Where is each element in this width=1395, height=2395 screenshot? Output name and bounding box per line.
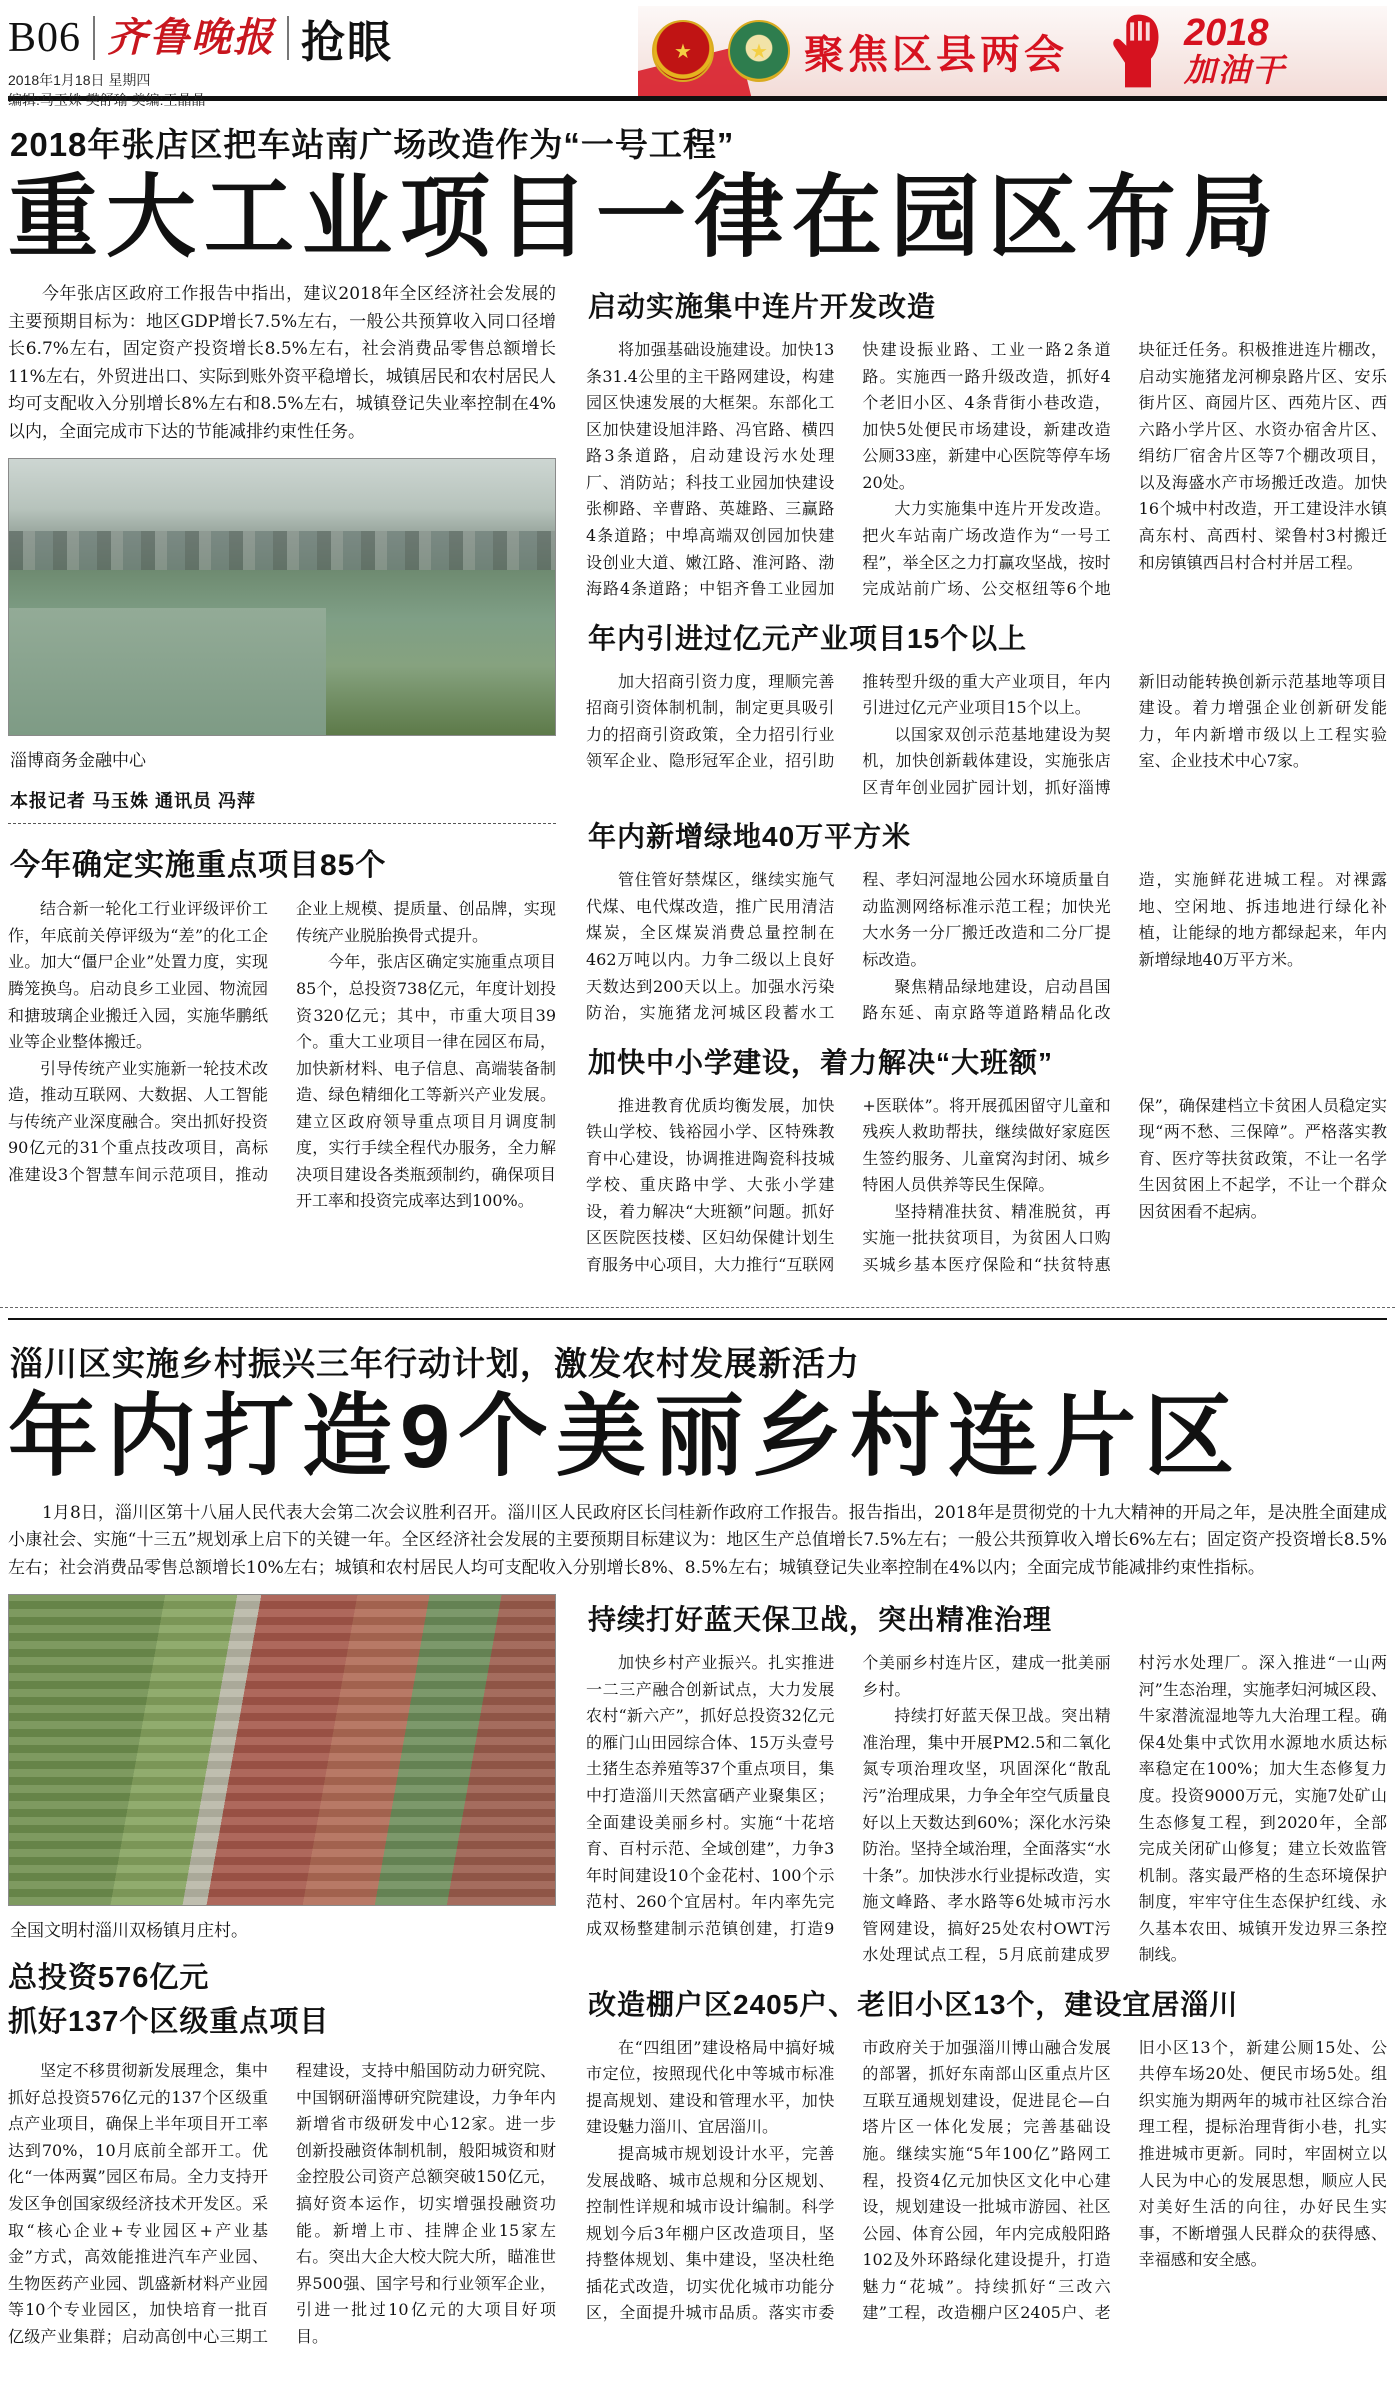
paragraph: 坚持精准扶贫、精准脱贫，再实施一批扶贫项目，为贫困人口购买城乡基本医疗保险和“扶贫特惠保”，确保建档立卡贫困人员稳定实现“两不愁、三保障”。严格落实教育、医疗等扶贫政策，不让一名学生因贫困上不起学，不让一个群众因贫困看不起病。 (862, 1095, 1387, 1274)
article2-left-text (8, 2058, 556, 2350)
article1-section-schools (586, 1041, 1387, 1279)
article1-left-block (8, 281, 556, 1292)
section-subhead: 启动实施集中连片开发改造 (588, 291, 937, 323)
section-text (586, 1093, 1387, 1279)
article2-kicker: 淄川区实施乡村振兴三年行动计划，激发农村发展新活力 (10, 1344, 860, 1382)
article2-left-subhead (8, 1957, 556, 2044)
divider (93, 16, 95, 60)
section-text (586, 1650, 1387, 1969)
paragraph: 推进教育优质均衡发展，加快铁山学校、钱裕园小学、区特殊教育中心建设，协调推进陶瓷科技城学校、重庆路中学、大张小学建设，着力解决“大班额”问题。抓好区医院医技楼、区妇幼保健计划生育服务中心项目，大力推行“互联网+医联体”。将开展孤困留守儿童和残疾人救助帮扶，继续做好家庭医生签约服务、儿童窝沟封闭、城乡特困人员供养等民生保障。 (586, 1095, 1111, 1274)
section-subhead: 加快中小学建设，着力解决“大班额” (588, 1046, 1054, 1078)
paragraph: 引导传统产业实施新一轮技术改造，推动互联网、大数据、人工智能与传统产业深度融合。突出抓好投资90亿元的31个重点技改项目，高标准建设3个智慧车间示范项目，推动企业上规模、提质量、创品牌，实现传统产业脱胎换骨式提升。 (8, 899, 556, 1184)
article2-photo-caption: 全国文明村淄川双杨镇月庄村。 (10, 1921, 248, 1941)
banner-year: 2018 (1184, 12, 1269, 55)
masthead-logo: 齐鲁晚报 (107, 14, 276, 61)
article-2 (0, 1338, 1395, 2351)
article1-kicker: 2018年张店区把车站南广场改造作为“一号工程” (10, 126, 735, 163)
page-number: B06 (8, 15, 82, 61)
raised-fist-icon (1106, 12, 1170, 90)
divider (287, 16, 289, 60)
article1-photo-caption: 淄博商务金融中心 (10, 751, 146, 771)
article2-left-block (8, 1594, 556, 2350)
staff-line: 编辑:马玉姝 樊舒瑜 美编:王晶晶 (8, 92, 206, 109)
article1-body (8, 281, 1387, 1292)
subhead-line-1: 总投资576亿元 (8, 1962, 210, 1995)
paragraph: 加快乡村产业振兴。扎实推进一二三产融合创新试点，大力发展农村“新六产”，抓好总投资32亿元的雁门山田园综合体、15万头壹号土猪生态养殖等37个重点项目，集中打造淄川天然富硒产业聚集区；全面建设美丽乡村。实施“十花培育、百村示范、全域创建”，力争3年时间建设10个金花村、100个示范村、260个宜居村。年内率先完成双杨整建制示范镇创建，打造9个美丽乡村连片区，建成一批美丽乡村。 (586, 1653, 1111, 1938)
section-text (586, 669, 1387, 802)
article2-photo (8, 1594, 556, 1906)
article1-headline: 重大工业项目一律在园区布局 (8, 168, 1282, 268)
paragraph: 聚焦精品绿地建设，启动昌国路东延、南京路等道路精品化改造，实施鲜花进城工程。对裸露地、空闲地、拆违地进行绿化补植，让能绿的地方都绿起来，年内新增绿地40万平方米。 (862, 870, 1387, 1023)
banner-slogan: 加油干 (1184, 52, 1287, 89)
date-line: 2018年1月18日 星期四 (8, 72, 151, 88)
article1-byline: 本报记者 马玉姝 通讯员 冯萍 (8, 781, 556, 824)
section-subhead: 年内引进过亿元产业项目15个以上 (588, 622, 1028, 654)
article2-headline: 年内打造9个美丽乡村连片区 (8, 1386, 1243, 1487)
cppcc-emblem-icon: ★ (728, 20, 790, 82)
paragraph: 管住管好禁煤区，继续实施气代煤、电代煤改造，推广民用清洁煤炭，全区煤炭消费总量控制在462万吨以内。力争二级以上良好天数达到200天以上。加强水污染防治，实施猪龙河城区段蓄水工程、孝妇河湿地公园水环境质量自动监测网络标准示范工程；加快光大水务一分厂搬迁改造和二分厂提标改造。 (586, 870, 1111, 1023)
article1-section-investment (586, 617, 1387, 802)
article2-body (8, 1594, 1387, 2350)
section-subhead: 持续打好蓝天保卫战，突出精准治理 (588, 1604, 1053, 1636)
article1-section-greenspace (586, 815, 1387, 1026)
section-name: 抢眼 (301, 18, 394, 67)
article1-left-text (8, 896, 556, 1215)
paragraph: 以国家双创示范基地建设为契机，加快创新载体建设，实施张店区青年创业园扩园计划，抓好淄博新旧动能转换创新示范基地等项目建设。着力增强企业创新研发能力，年内新增市级以上工程实验室、企业技术中心7家。 (862, 671, 1387, 797)
paragraph: 结合新一轮化工行业评级评价工作，年底前关停评级为“差”的化工企业。加大“僵尸企业”处置力度，实现腾笼换鸟。启动良乡工业园、物流园和搪玻璃企业搬迁入园，实施华鹏纸业等企业整体搬迁。 (8, 899, 268, 1052)
article2-section-urban (586, 1983, 1387, 2327)
banner-slogan-block (1184, 14, 1286, 87)
section-subhead: 改造棚户区2405户、老旧小区13个，建设宜居淄川 (588, 1988, 1239, 2020)
article-1 (0, 119, 1395, 1308)
two-sessions-banner (638, 6, 1387, 96)
article1-left-subhead: 今年确定实施重点项目85个 (10, 849, 387, 883)
paragraph: 持续打好蓝天保卫战。突出精准治理，集中开展PM2.5和二氧化氮专项治理攻坚，巩固深化“散乱污”治理成果，力争全年空气质量良好以上天数达到60%；深化水污染防治。坚持全域治理，全面落实“水十条”。加快涉水行业提标改造，实施文峰路、孝水路等6处城市污水管网建设，搞好25处农村OWT污水处理试点工程，5月底前建成罗村污水处理厂。深入推进“一山两河”生态治理，实施孝妇河城区段、牛家潜流湿地等九大治理工程。确保4处集中式饮用水源地水质达标率稳定在100%；加大生态修复力度。投资9000万元，实施7处矿山生态修复工程，到2020年，全部完成关闭矿山修复；建立长效监管机制。落实最严格的生态环境保护制度，牢牢守住生态保护红线、永久基本农田、城镇开发边界三条控制线。 (862, 1653, 1387, 1965)
masthead-row (8, 6, 628, 70)
article2-right-block (586, 1594, 1387, 2350)
paragraph: 提高城市规划设计水平，完善发展战略、城市总规和分区规划、控制性详规和城市设计编制。科学规划今后3年棚户区改造项目，坚持整体规划、集中建设，坚决杜绝插花式改造，切实优化城市功能分区，全面提升城市品质。落实市委市政府关于加强淄川博山融合发展的部署，抓好东南部山区重点片区互联互通规划建设，促进昆仑—白塔片区一体化发展；完善基础设施。继续实施“5年100亿”路网工程，投资4亿元加快区文化中心建设，规划建设一批城市游园、社区公园、体育公园，年内完成般阳路102及外环路绿化建设提升，打造魅力“花城”。持续抓好“三改六建”工程，改造棚户区2405户、老旧小区13个，新建公厕15处、公共停车场20处、便民市场5处。组织实施为期两年的城市社区综合治理工程，提标治理背街小巷，扎实推进城市更新。同时，牢固树立以人民为中心的发展思想，顺应人民对美好生活的向往，办好民生实事，不断增强人民群众的获得感、幸福感和安全感。 (586, 2037, 1387, 2323)
article1-right-block (586, 281, 1387, 1292)
section-text (586, 337, 1387, 602)
paragraph: 坚定不移贯彻新发展理念，集中抓好总投资576亿元的137个区级重点产业项目，确保上半年项目开工率达到70%，10月底前全部开工。优化“一体两翼”园区布局。全力支持开发区争创国家级经济技术开发区。采取“核心企业+专业园区+产业基金”方式，高效能推进汽车产业园、生物医药产业园、凯盛新材料产业园等10个专业园区，加快培育一批百亿级产业集群；启动高创中心三期工程建设，支持中船国防动力研究院、中国钢研淄博研究院建设，力争年内新增省市级研发中心12家。进一步创新投融资体制机制，般阳城资和财金控股公司资产总额突破150亿元，搞好资本运作，切实增强投融资功能。新增上市、挂牌企业15家左右。突出大企大校大院大所，瞄准世界500强、国字号和行业领军企业，引进一批过10亿元的大项目好项目。 (8, 2061, 556, 2346)
paragraph: 在“四组团”建设格局中搞好城市定位，按照现代化中等城市标准提高规划、建设和管理水平，加快建设魅力淄川、宜居淄川。 (586, 2037, 835, 2137)
paragraph: 今年，张店区确定实施重点项目85个，总投资738亿元，年度计划投资320亿元；其中，市重大项目39个。重大工业项目一律在园区布局，加快新材料、电子信息、高端装备制造、绿色精细化工等新兴产业发展。建立区政府领导重点项目月调度制度，实行手续全程代办服务，全力解决项目建设各类瓶颈制约，确保项目开工率和投资完成率达到100%。 (296, 952, 556, 1211)
header-meta (8, 70, 628, 115)
section-subhead: 年内新增绿地40万平方米 (588, 821, 912, 853)
section-text (586, 2035, 1387, 2327)
section-text (586, 867, 1387, 1026)
page-header (0, 0, 1395, 109)
article1-section-redevelopment (586, 285, 1387, 602)
banner-title: 聚焦区县两会 (804, 32, 1068, 77)
article2-section-bluesky (586, 1598, 1387, 1969)
article1-lead: 今年张店区政府工作报告中指出，建议2018年全区经济社会发展的主要预期目标为：地区GDP增长7.5%左右，一般公共预算收入同口径增长6.7%左右，固定资产投资增长8.5%左右，社会消费品零售总额增长11%左右，外贸进出口、实际到账外资平稳增长，城镇居民和农村居民人均可支配收入分别增长8%左右和8.5%左右，城镇登记失业率控制在4%以内，全面完成市下达的节能减排约束性任务。 (8, 284, 556, 442)
article-divider (8, 1318, 1387, 1320)
article1-photo (8, 458, 556, 736)
paragraph: 加大招商引资力度，理顺完善招商引资体制机制，制定更具吸引力的招商引资政策，全力招引行业领军企业、隐形冠军企业，招引助推转型升级的重大产业项目，年内引进过亿元产业项目15个以上。 (586, 671, 1111, 771)
national-emblem-icon: ★ (652, 20, 714, 82)
paragraph: 大力实施集中连片开发改造。把火车站南广场改造作为“一号工程”，举全区之力打赢攻坚战，按时完成站前广场、公交枢纽等6个地块征迁任务。积极推进连片棚改，启动实施猪龙河柳泉路片区、安乐街片区、商园片区、西苑片区、西六路小学片区、水资办宿舍片区、绢纺厂宿舍片区等7个棚改项目，以及海盛水产市场搬迁改造。加快16个城中村改造，开工建设沣水镇高东村、高西村、梁鲁村3村搬迁和房镇镇西吕村合村并居工程。 (862, 340, 1387, 599)
article2-lead: 1月8日，淄川区第十八届人民代表大会第二次会议胜利召开。淄川区人民政府区长闫桂新作政府工作报告。报告指出，2018年是贯彻党的十九大精神的开局之年，是决胜全面建成小康社会、实施“十三五”规划承上启下的关键一年。全区经济社会发展的主要预期目标建议为：地区生产总值增长7.5%左右；一般公共预算收入增长6%左右；固定资产投资增长8.5%左右；社会消费品零售总额增长10%左右；城镇和农村居民人均可支配收入分别增长8%、8.5%左右；城镇登记失业率控制在4%以内；全面完成节能减排约束性指标。 (8, 1502, 1387, 1578)
paragraph: 将加强基础设施建设。加快13条31.4公里的主干路网建设，构建园区快速发展的大框架。东部化工区加快建设旭沣路、冯官路、横四路3条道路，启动建设污水处理厂、消防站；科技工业园加快建设张柳路、辛曹路、英雄路、三赢路4条道路；中埠高端双创园加快建设创业大道、嫩江路、淮河路、渤海路4条道路；中铝齐鲁工业园加快建设振业路、工业一路2条道路。实施西一路升级改造，抓好4个老旧小区、4条背街小巷改造，加快5处便民市场建设，新建改造公厕33座，新建中心医院等停车场20处。 (586, 340, 1111, 599)
subhead-line-2: 抓好137个区级重点项目 (8, 2005, 330, 2038)
header-left (8, 6, 628, 109)
